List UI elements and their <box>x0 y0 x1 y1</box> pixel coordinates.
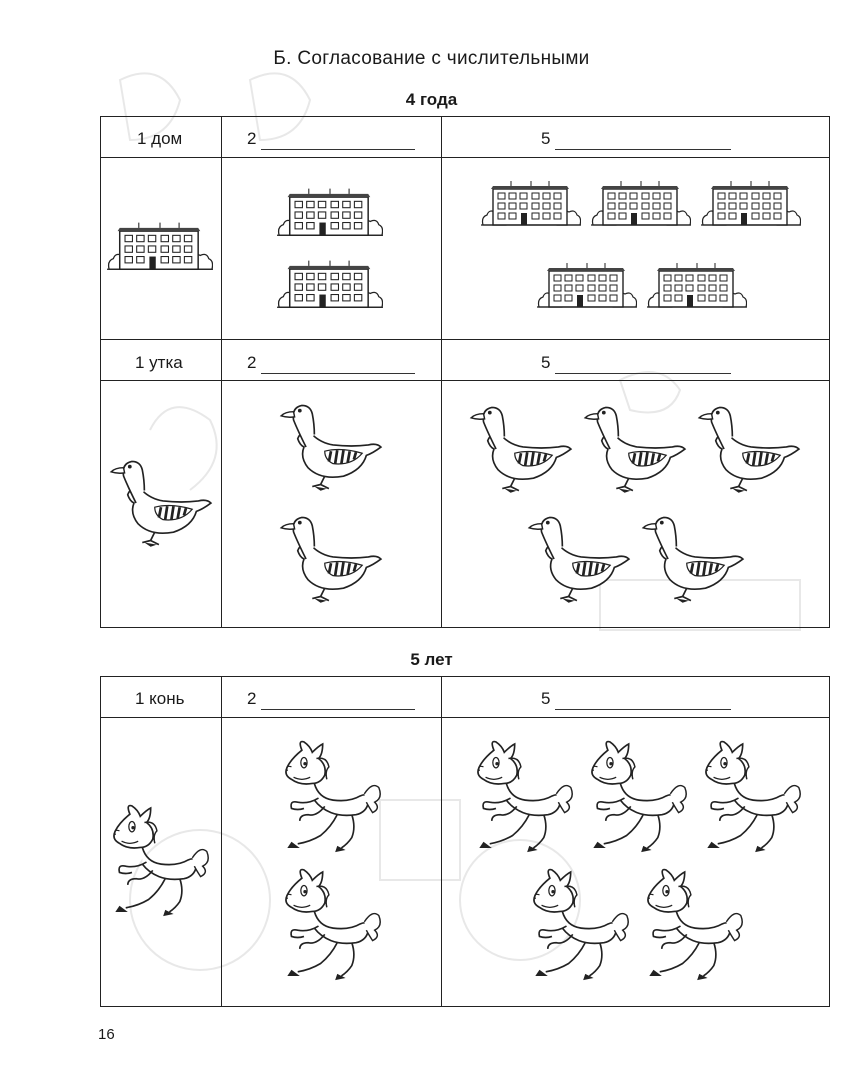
house-icon <box>701 175 801 233</box>
answer-blank-two-ducks[interactable] <box>261 373 415 374</box>
agreement-table-4-years <box>100 116 830 628</box>
answer-blank-five-horses[interactable] <box>555 709 731 710</box>
horse-icon <box>527 867 631 983</box>
label-five: 5 <box>541 353 551 372</box>
duck-icon <box>697 401 801 495</box>
column-divider <box>221 117 222 627</box>
house-icon <box>647 257 747 315</box>
duck-icon <box>527 511 631 605</box>
horse-icon <box>641 867 745 983</box>
age-heading: 5 лет <box>410 650 453 669</box>
label-two: 2 <box>247 689 257 708</box>
duck-icon <box>279 511 383 605</box>
label-one-duck: 1 утка <box>135 353 183 372</box>
duck-icon <box>279 399 383 493</box>
horse-icon <box>471 739 575 855</box>
horse-icon <box>107 803 211 919</box>
horse-icon <box>279 867 383 983</box>
label-two: 2 <box>247 353 257 372</box>
label-five: 5 <box>541 129 551 148</box>
table-row-header <box>101 339 829 381</box>
page-number: 16 <box>98 1026 115 1043</box>
house-icon <box>107 217 213 277</box>
house-icon <box>277 183 383 243</box>
column-divider <box>441 117 442 627</box>
label-one-house: 1 дом <box>137 129 183 148</box>
house-icon <box>277 255 383 315</box>
age-heading: 4 года <box>405 90 458 109</box>
duck-icon <box>109 455 213 549</box>
label-one-horse: 1 конь <box>135 689 185 708</box>
house-icon <box>591 175 691 233</box>
horse-icon <box>699 739 803 855</box>
table-row-header <box>101 117 829 158</box>
horse-icon <box>279 739 383 855</box>
duck-icon <box>469 401 573 495</box>
duck-icon <box>583 401 687 495</box>
table-row-header <box>101 677 829 718</box>
label-five: 5 <box>541 689 551 708</box>
answer-blank-five-houses[interactable] <box>555 149 731 150</box>
answer-blank-two-houses[interactable] <box>261 149 415 150</box>
answer-blank-five-ducks[interactable] <box>555 373 731 374</box>
duck-icon <box>641 511 745 605</box>
horse-icon <box>585 739 689 855</box>
column-divider <box>221 677 222 1006</box>
house-icon <box>481 175 581 233</box>
house-icon <box>537 257 637 315</box>
page-title: Б. Согласование с числительными <box>273 48 590 69</box>
agreement-table-5-years <box>100 676 830 1007</box>
label-two: 2 <box>247 129 257 148</box>
answer-blank-two-horses[interactable] <box>261 709 415 710</box>
column-divider <box>441 677 442 1006</box>
